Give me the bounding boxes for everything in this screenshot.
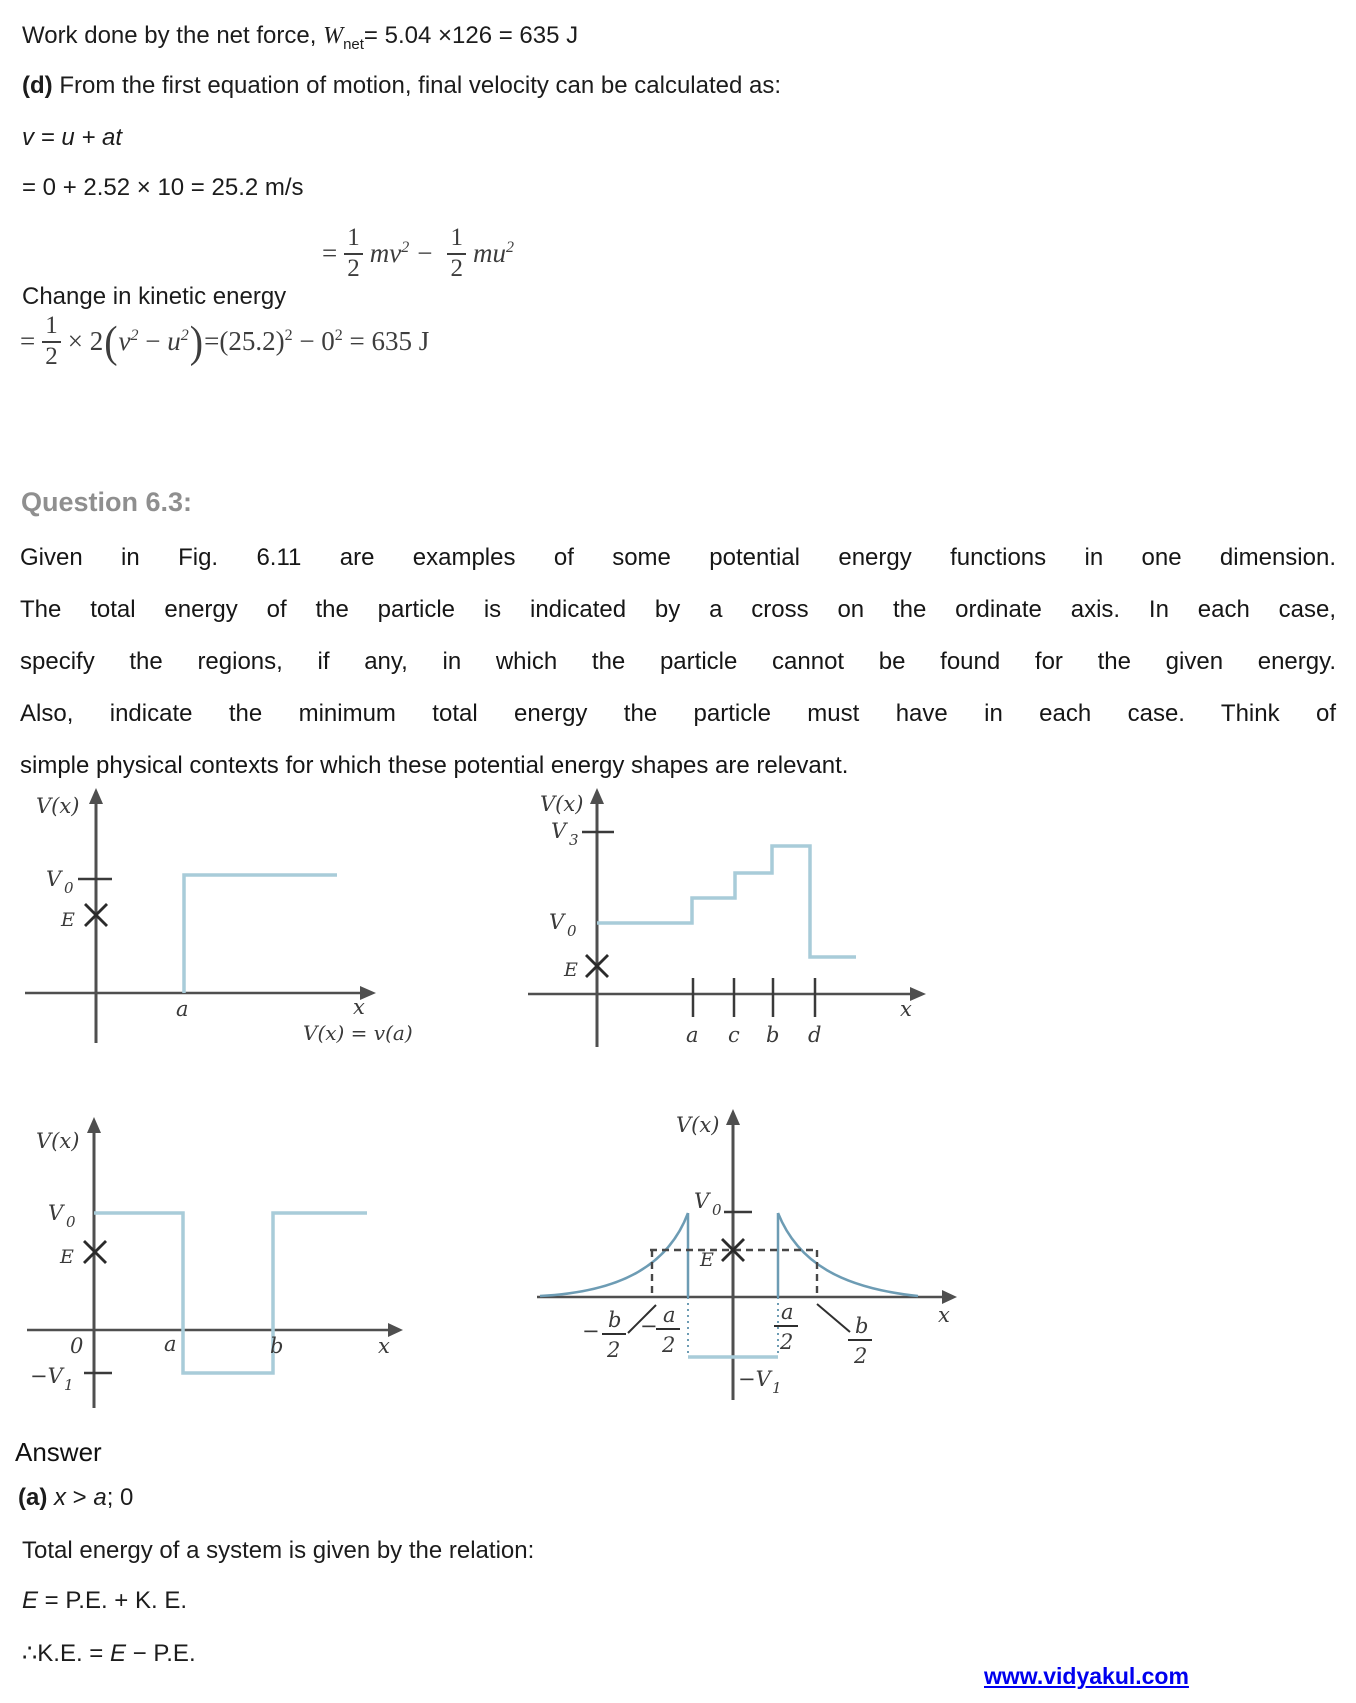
a-half-den: 2 bbox=[780, 1330, 794, 1354]
vx-axis-label: V(x) bbox=[676, 1113, 720, 1137]
neg-v1-label-sub: 1 bbox=[772, 1379, 782, 1397]
x-label: x bbox=[900, 997, 912, 1021]
v0-label-sub: 0 bbox=[712, 1201, 722, 1219]
result-635: = 635 J bbox=[342, 326, 430, 357]
total-energy-line: Total energy of a system is given by the relation: bbox=[22, 1537, 535, 1564]
minus-b-half-num: b bbox=[608, 1308, 622, 1332]
graph-staircase-potential bbox=[480, 785, 950, 1070]
ke-relation-line: ∴K.E. = E − P.E. bbox=[22, 1640, 196, 1667]
staircase-curve bbox=[597, 846, 856, 957]
v0-label: V bbox=[549, 910, 565, 934]
a-label: a bbox=[164, 1332, 177, 1356]
y-axis-arrow-icon bbox=[89, 788, 103, 804]
v3-label-sub: 3 bbox=[569, 831, 579, 849]
answer-a-line: (a) x > a; 0 bbox=[18, 1484, 134, 1511]
work-done-text: Work done by the net force, bbox=[22, 22, 324, 49]
E-variable: E bbox=[109, 1640, 126, 1667]
work-done-line bbox=[22, 22, 578, 53]
d-label: d bbox=[808, 1023, 822, 1047]
value-252: $(25.2)^2$ bbox=[219, 326, 293, 357]
y-axis-arrow-icon bbox=[726, 1109, 740, 1125]
question-paragraph bbox=[20, 532, 1336, 792]
answer-heading: Answer bbox=[15, 1437, 102, 1467]
right-paren: ) bbox=[189, 317, 204, 367]
x-axis-arrow-icon bbox=[910, 987, 926, 1001]
velocity-equation: v = u + at bbox=[22, 124, 123, 151]
question-line-5: simple physical contexts for which these potential energy shapes are relevant. bbox=[20, 752, 849, 779]
fraction-one-half: $\frac{1}{2}$ bbox=[344, 224, 363, 284]
kinetic-energy-label: Change in kinetic energy bbox=[22, 283, 287, 310]
x-axis-arrow-icon bbox=[942, 1290, 957, 1304]
fraction-one-half: $\frac{1}{2}$ bbox=[42, 312, 61, 372]
energy-label: E bbox=[61, 909, 75, 931]
x-variable: x bbox=[54, 1484, 66, 1511]
vx-axis-label: V(x) bbox=[36, 794, 80, 818]
b-half-den: 2 bbox=[854, 1344, 868, 1368]
minus-sign: − bbox=[417, 238, 433, 269]
question-line-2: The total energy of the particle is indicated by a cross on the ordinate axis. In each case, bbox=[20, 596, 1336, 623]
c-label: c bbox=[728, 1023, 740, 1047]
graph-square-well-potential bbox=[0, 1110, 450, 1412]
x-label: x bbox=[378, 1334, 390, 1358]
fraction-one-half: $\frac{1}{2}$ bbox=[447, 224, 466, 284]
left-paren: ( bbox=[104, 317, 118, 367]
potential-step-curve bbox=[184, 875, 337, 993]
site-link[interactable]: www.vidyakul.com bbox=[984, 1663, 1189, 1689]
graph-caption: V(x) = v(a) bbox=[303, 1021, 413, 1045]
vx-axis-label: V(x) bbox=[36, 1129, 80, 1153]
mv-term: $mv^2$ bbox=[369, 238, 410, 269]
v0-label: V bbox=[694, 1189, 710, 1213]
v0-label-sub: 0 bbox=[567, 922, 577, 940]
question-line-4: Also, indicate the minimum total energy the particle must have in each case. Think of bbox=[20, 700, 1336, 727]
v3-label: V bbox=[551, 819, 567, 843]
y-axis-arrow-icon bbox=[590, 788, 604, 804]
graph-double-hump-potential bbox=[520, 1100, 980, 1412]
neg-v1-label: −V bbox=[30, 1364, 63, 1388]
v0-label: V bbox=[48, 1201, 64, 1225]
velocity-result: = 0 + 2.52 × 10 = 25.2 m/s bbox=[22, 174, 304, 201]
x-label: x bbox=[938, 1303, 950, 1327]
question-line-3: specify the regions, if any, in which the particle cannot be found for the given energy. bbox=[20, 648, 1336, 675]
kinetic-energy-formula bbox=[322, 224, 514, 284]
v0-label-sub: 0 bbox=[66, 1213, 76, 1231]
minus-sign: − bbox=[138, 326, 168, 357]
E-variable: E bbox=[22, 1587, 39, 1614]
b-label: b bbox=[766, 1023, 780, 1047]
a-label: a bbox=[686, 1023, 699, 1047]
v0-label: V bbox=[46, 867, 62, 891]
times-two: × 2 bbox=[67, 326, 104, 357]
b-label: b bbox=[270, 1334, 284, 1358]
right-hump-curve bbox=[778, 1213, 918, 1296]
work-done-value: = 5.04 ×126 = 635 J bbox=[363, 22, 579, 49]
minus-b-half-minus: − bbox=[582, 1319, 600, 1343]
part-d-text: From the first equation of motion, final velocity can be calculated as: bbox=[52, 72, 782, 99]
minus-zero: − $0^2$ bbox=[292, 326, 343, 357]
graph-step-potential bbox=[0, 785, 450, 1063]
equals-sign: = bbox=[204, 326, 220, 357]
mu-term: $mu^2$ bbox=[472, 238, 514, 269]
w-net-subscript: net bbox=[343, 35, 364, 53]
kinetic-energy-calculation bbox=[20, 312, 429, 372]
minus-b-half-den: 2 bbox=[607, 1338, 621, 1362]
x-label: x bbox=[353, 995, 365, 1019]
y-axis-arrow-icon bbox=[87, 1117, 101, 1133]
part-d-line bbox=[22, 72, 781, 100]
part-d-label: (d) bbox=[22, 72, 53, 99]
question-title: Question 6.3: bbox=[21, 487, 193, 517]
pointer-line-right bbox=[817, 1304, 850, 1332]
minus-a-half-minus: − bbox=[640, 1314, 658, 1338]
square-well-curve bbox=[94, 1213, 367, 1373]
minus-a-half-den: 2 bbox=[662, 1333, 676, 1357]
energy-label: E bbox=[60, 1246, 74, 1268]
equals-sign: = bbox=[322, 238, 338, 269]
origin-label: 0 bbox=[70, 1334, 84, 1358]
a-half-num: a bbox=[781, 1300, 794, 1324]
a-variable: a bbox=[93, 1484, 107, 1511]
x-axis-arrow-icon bbox=[388, 1323, 403, 1337]
neg-v1-label: −V bbox=[738, 1367, 771, 1391]
energy-label: E bbox=[564, 959, 578, 981]
equals-sign: = bbox=[20, 326, 36, 357]
neg-v1-label-sub: 1 bbox=[64, 1376, 74, 1394]
b-half-num: b bbox=[855, 1314, 869, 1338]
energy-relation-line: E = P.E. + K. E. bbox=[22, 1587, 187, 1614]
left-hump-curve bbox=[540, 1213, 688, 1296]
u-squared: $u^2$ bbox=[167, 326, 189, 357]
v0-label-sub: 0 bbox=[64, 879, 74, 897]
question-line-1: Given in Fig. 6.11 are examples of some potential energy functions in one dimension. bbox=[20, 544, 1336, 571]
a-label: a bbox=[176, 997, 189, 1021]
answer-a-label: (a) bbox=[18, 1484, 54, 1511]
vx-axis-label: V(x) bbox=[540, 792, 584, 816]
w-net-symbol: W bbox=[323, 23, 344, 49]
v-squared: $v^2$ bbox=[118, 326, 139, 357]
minus-a-half-num: a bbox=[663, 1303, 676, 1327]
energy-label: E bbox=[700, 1249, 714, 1271]
